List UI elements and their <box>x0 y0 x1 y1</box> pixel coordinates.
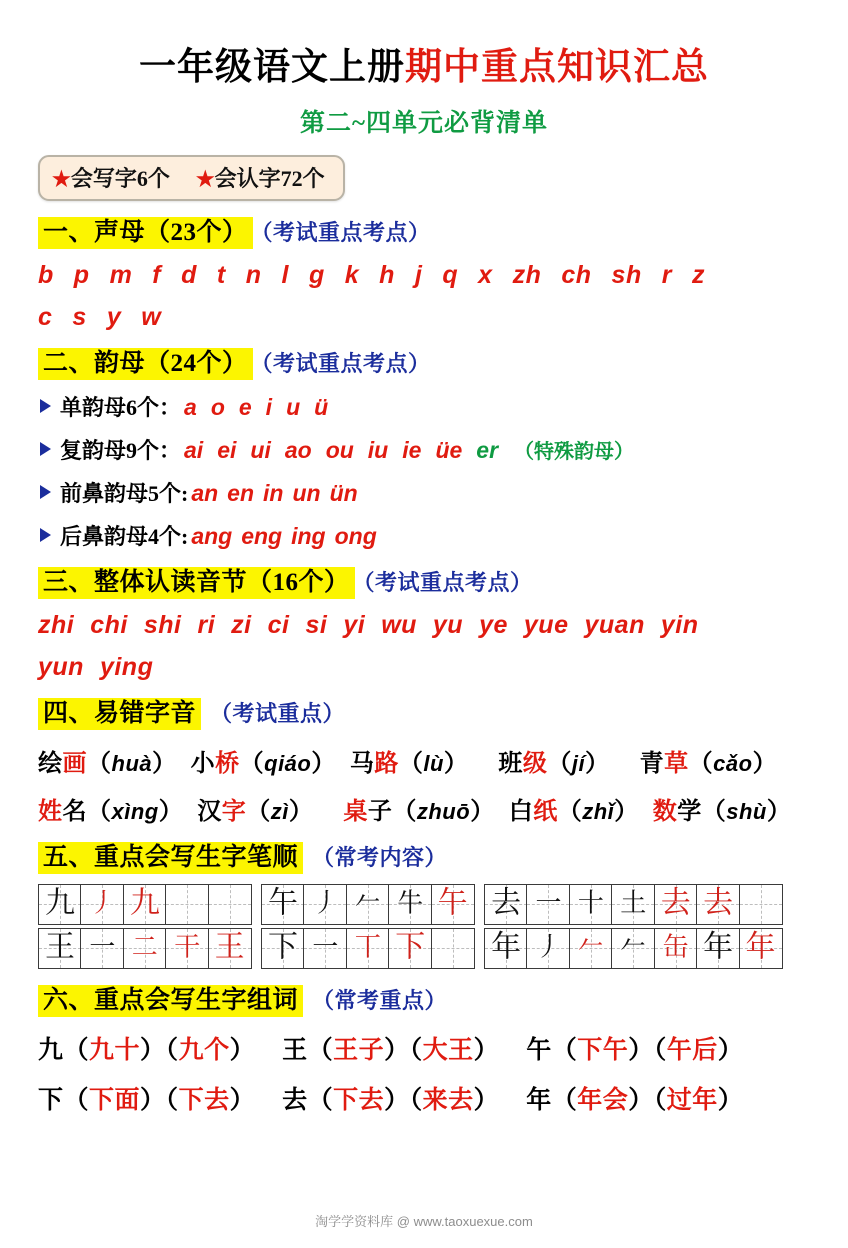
stroke-glyph: 去 <box>703 886 734 920</box>
section-heading-mispronounced <box>38 698 818 729</box>
mispronounced-char: 级 <box>522 750 548 777</box>
star-icon: ★ <box>195 166 215 191</box>
finals-group-list <box>30 391 818 551</box>
pinyin-item: ao <box>284 437 312 464</box>
vocabulary-word: 九个 <box>178 1037 230 1065</box>
stroke-cell <box>208 928 252 969</box>
stroke-glyph: 下 <box>268 930 299 964</box>
stroke-order-group <box>38 884 250 969</box>
section-title-finals: 二、韵母（24个） <box>38 348 253 380</box>
section-title-initials: 一、声母（23个） <box>38 217 253 249</box>
stroke-cell <box>484 884 528 925</box>
mispronounced-char: 桥 <box>215 750 240 777</box>
mispronounced-char: 姓 <box>38 798 63 825</box>
stroke-glyph: 年 <box>491 930 522 964</box>
pinyin-item: g <box>308 260 325 289</box>
pinyin-item: x <box>478 260 493 289</box>
worksheet-page <box>0 48 848 1248</box>
section-note-mispronounced: （考试重点） <box>210 701 346 727</box>
pinyin-item: en <box>227 480 255 507</box>
pinyin-item: iu <box>367 437 389 464</box>
pinyin-item: s <box>72 302 87 331</box>
initials-row-2 <box>38 303 818 332</box>
pinyin-item: zi <box>231 611 252 640</box>
mispronounced-char: 字 <box>221 798 247 825</box>
stroke-cell <box>431 884 475 925</box>
pinyin-item: an <box>191 480 219 507</box>
section-note-initials: （考试重点考点） <box>261 219 431 245</box>
pinyin-annotation: zhuō <box>416 798 471 824</box>
pinyin-item: p <box>73 260 90 289</box>
pinyin-item: ang <box>191 523 233 550</box>
stroke-cell <box>303 884 347 925</box>
vocabulary-char: 九 <box>38 1037 64 1065</box>
pinyin-item: n <box>245 260 262 289</box>
stroke-glyph: 九 <box>45 886 75 920</box>
vocabulary-word: 大王 <box>422 1037 474 1065</box>
mispronounced-word: 马路（lù） <box>349 750 469 777</box>
mispronounced-word: 汉字（zì） <box>197 798 314 825</box>
mispronounced-word: 白纸（zhǐ） <box>508 798 639 825</box>
stroke-glyph: 午 <box>268 886 299 920</box>
pinyin-item: ai <box>184 437 204 464</box>
pinyin-item: h <box>379 260 395 289</box>
mispronounced-word: 小桥（qiáo） <box>190 750 336 777</box>
mispronounced-row <box>38 743 818 778</box>
pinyin-annotation: shù <box>726 798 767 824</box>
pinyin-item: k <box>344 260 360 289</box>
stroke-cell <box>261 884 305 925</box>
footer-watermark: 淘学学资料库 @ www.taoxuexue.com <box>315 1214 533 1229</box>
section-heading-vocabulary <box>38 985 818 1016</box>
stroke-glyph: 年 <box>745 930 776 964</box>
stroke-glyph: 午 <box>437 886 468 920</box>
stroke-cell <box>696 928 740 969</box>
vocabulary-char: 年 <box>526 1087 552 1115</box>
stroke-cell <box>165 928 209 969</box>
section-heading-finals <box>38 348 818 379</box>
stroke-cell <box>38 884 82 925</box>
pinyin-annotation: xìng <box>111 798 159 824</box>
section-note-vocabulary: （常考重点） <box>312 987 448 1013</box>
vocabulary-word: 过年 <box>666 1087 718 1115</box>
stroke-glyph: 丿 <box>535 932 562 962</box>
pinyin-annotation: zì <box>270 798 289 824</box>
stroke-glyph: 𠂉 <box>577 932 604 962</box>
mispronounced-char: 纸 <box>533 798 558 825</box>
stroke-cell <box>346 928 390 969</box>
stroke-glyph: 王 <box>45 930 75 964</box>
section-heading-stroke-order <box>38 842 818 873</box>
pinyin-annotation: lù <box>423 750 444 776</box>
pinyin-annotation: cǎo <box>713 750 753 776</box>
stroke-order-group <box>261 884 473 969</box>
mispronounced-word: 桌子（zhuō） <box>343 798 495 825</box>
pinyin-item: b <box>38 260 54 289</box>
pinyin-annotation: zhǐ <box>582 798 615 824</box>
stroke-order-row-午 <box>261 884 473 925</box>
mispronounced-char: 画 <box>62 750 87 777</box>
title-main-red: 期中重点知识汇总 <box>405 47 709 88</box>
vocabulary-char: 王 <box>282 1037 308 1065</box>
stroke-cell <box>569 928 613 969</box>
finals-group-values <box>184 394 342 421</box>
vocabulary-row <box>38 1030 818 1066</box>
pinyin-item: ou <box>325 437 354 464</box>
stroke-glyph: 年 <box>703 930 734 964</box>
pinyin-item: un <box>292 480 321 507</box>
pinyin-item: in <box>263 480 284 507</box>
section-title-stroke-order: 五、重点会写生字笔顺 <box>38 842 303 874</box>
stroke-cell <box>165 884 209 925</box>
pinyin-item: yu <box>432 611 464 640</box>
finals-group-row <box>40 477 818 508</box>
pinyin-item: zh <box>512 260 542 289</box>
pinyin-item: r <box>661 260 672 289</box>
page-title <box>30 48 818 89</box>
vocabulary-word: 下午 <box>577 1037 629 1065</box>
stroke-glyph: 丿 <box>312 888 339 918</box>
initials-row-1 <box>38 261 818 290</box>
vocabulary-entry: 下（下面）（下去） <box>38 1087 256 1115</box>
pinyin-item: u <box>286 394 301 421</box>
count-badge <box>38 155 345 201</box>
badge-write-label: 会写字6个 <box>70 165 170 191</box>
stroke-glyph: 下 <box>395 930 426 964</box>
pinyin-item: ei <box>217 437 237 464</box>
section-heading-syllables <box>38 567 818 598</box>
pinyin-item: w <box>141 302 162 331</box>
vocabulary-entry: 去（下去）（来去） <box>282 1087 500 1115</box>
pinyin-annotation: huà <box>111 750 153 776</box>
syllables-row-2 <box>38 653 818 682</box>
pinyin-item: wu <box>381 611 417 640</box>
mispronounced-char: 草 <box>664 750 689 777</box>
vocabulary-word: 来去 <box>422 1087 474 1115</box>
pinyin-item: yi <box>343 611 366 640</box>
pinyin-item: ing <box>291 523 326 550</box>
vocabulary-row <box>38 1080 818 1116</box>
stroke-cell <box>526 884 570 925</box>
vocabulary-word: 下去 <box>333 1087 385 1115</box>
syllables-row-1 <box>38 611 818 640</box>
stroke-cell <box>208 884 252 925</box>
stroke-cell <box>123 928 167 969</box>
count-badge-row <box>38 155 818 201</box>
stroke-cell <box>346 884 390 925</box>
mispronounced-word: 绘画（huà） <box>38 750 177 777</box>
finals-group-row <box>40 520 818 551</box>
page-subtitle: 第二~四单元必背清单 <box>299 109 548 137</box>
mispronounced-word: 姓名（xìng） <box>38 798 184 825</box>
pinyin-item: yin <box>660 611 699 640</box>
section-note-syllables: （考试重点考点） <box>363 570 533 596</box>
stroke-cell <box>611 928 655 969</box>
pinyin-item: a <box>184 394 197 421</box>
vocabulary-char: 午 <box>526 1037 552 1065</box>
triangle-bullet-icon <box>40 485 51 499</box>
stroke-cell <box>484 928 528 969</box>
finals-group-label: 复韵母9个： <box>60 438 182 464</box>
pinyin-item: yuan <box>584 611 645 640</box>
pinyin-item: z <box>691 260 705 289</box>
mispronounced-char: 桌 <box>343 798 368 825</box>
stroke-glyph: 𠂉 <box>354 888 381 918</box>
section-title-mispronounced: 四、易错字音 <box>38 698 201 730</box>
finals-special-note: （特殊韵母） <box>514 441 635 464</box>
stroke-cell <box>38 928 82 969</box>
pinyin-item: ie <box>402 437 422 464</box>
finals-group-row <box>40 434 818 465</box>
stroke-glyph: 十 <box>577 888 604 918</box>
mispronounced-word: 数学（shù） <box>652 798 792 825</box>
badge-recognize-label: 会认字72个 <box>214 165 325 191</box>
stroke-glyph: 一 <box>89 932 116 962</box>
vocabulary-entry: 午（下午）（午后） <box>526 1037 744 1065</box>
pinyin-item: shi <box>143 611 182 640</box>
stroke-cell <box>654 884 698 925</box>
pinyin-item: j <box>414 260 423 289</box>
stroke-glyph: 王 <box>214 930 245 964</box>
stroke-cell <box>739 928 783 969</box>
vocabulary-entry: 年（年会）（过年） <box>526 1087 744 1115</box>
stroke-glyph: 牛 <box>397 888 424 918</box>
stroke-glyph: 丅 <box>354 932 381 962</box>
triangle-bullet-icon <box>40 528 51 542</box>
stroke-glyph: 二 <box>131 932 158 962</box>
stroke-cell <box>739 884 783 925</box>
stroke-glyph: 去 <box>491 886 522 920</box>
pinyin-item: c <box>38 302 53 331</box>
pinyin-item: o <box>210 394 225 421</box>
finals-group-label: 前鼻韵母5个: <box>60 481 189 507</box>
pinyin-item: eng <box>241 523 283 550</box>
title-main-black: 一年级语文上册 <box>139 47 405 88</box>
section-heading-initials <box>38 217 818 248</box>
pinyin-item: yun <box>38 653 84 682</box>
pinyin-item: y <box>106 302 122 331</box>
finals-group-label: 单韵母6个： <box>60 395 182 421</box>
pinyin-item: chi <box>90 611 128 640</box>
stroke-order-row-去 <box>484 884 781 925</box>
stroke-glyph: 一 <box>535 888 562 918</box>
pinyin-item: l <box>281 260 289 289</box>
triangle-bullet-icon <box>40 399 51 413</box>
section-note-finals: （考试重点考点） <box>261 350 431 376</box>
stroke-glyph: 一 <box>312 932 339 962</box>
pinyin-item: zhi <box>38 611 75 640</box>
stroke-glyph: 去 <box>660 886 691 920</box>
pinyin-item: si <box>305 611 328 640</box>
stroke-cell <box>431 928 475 969</box>
vocabulary-word: 下面 <box>89 1087 141 1115</box>
stroke-cell <box>526 928 570 969</box>
stroke-cell <box>569 884 613 925</box>
stroke-cell <box>80 928 124 969</box>
pinyin-item: ye <box>479 611 508 640</box>
finals-group-values <box>191 480 366 507</box>
mispronounced-row <box>38 791 818 826</box>
pinyin-item: ong <box>334 523 377 550</box>
stroke-glyph: 九 <box>129 886 160 920</box>
stroke-order-row-王 <box>38 928 250 969</box>
vocabulary-word: 王子 <box>333 1037 385 1065</box>
mispronounced-char: 数 <box>652 798 678 825</box>
pinyin-item: ying <box>99 653 154 682</box>
finals-group-values <box>191 523 385 550</box>
stroke-order-row-九 <box>38 884 250 925</box>
finals-group-label: 后鼻韵母4个: <box>60 524 189 550</box>
vocabulary-char: 去 <box>282 1087 308 1115</box>
vocabulary-char: 下 <box>38 1087 64 1115</box>
vocabulary-entry: 九（九十）（九个） <box>38 1037 256 1065</box>
mispronounced-word: 青草（cǎo） <box>639 750 778 777</box>
triangle-bullet-icon <box>40 442 51 456</box>
finals-group-row <box>40 391 818 422</box>
pinyin-item: m <box>109 260 133 289</box>
pinyin-item: yue <box>523 611 569 640</box>
pinyin-annotation: qiáo <box>264 750 312 776</box>
stroke-cell <box>303 928 347 969</box>
stroke-glyph: 𠂉 <box>620 932 647 962</box>
vocabulary-word: 下去 <box>178 1087 230 1115</box>
pinyin-item-special: er <box>476 437 499 464</box>
pinyin-item: sh <box>611 260 642 289</box>
pinyin-item: ri <box>197 611 216 640</box>
pinyin-item: i <box>265 394 273 421</box>
stroke-cell <box>611 884 655 925</box>
stroke-glyph: 干 <box>174 932 201 962</box>
stroke-cell <box>696 884 740 925</box>
stroke-order-grids <box>38 884 818 969</box>
stroke-glyph: 土 <box>620 888 647 918</box>
stroke-glyph: 缶 <box>662 932 689 962</box>
vocabulary-word: 午后 <box>666 1037 718 1065</box>
pinyin-item: q <box>442 260 459 289</box>
pinyin-item: ü <box>314 394 329 421</box>
stroke-order-group <box>484 884 781 969</box>
section-title-vocabulary: 六、重点会写生字组词 <box>38 985 303 1017</box>
pinyin-item: ch <box>561 260 592 289</box>
vocabulary-entry: 王（王子）（大王） <box>282 1037 500 1065</box>
mispronounced-char: 路 <box>374 750 399 777</box>
stroke-cell <box>80 884 124 925</box>
finals-group-values <box>184 435 634 464</box>
stroke-cell <box>123 884 167 925</box>
pinyin-item: f <box>152 260 162 289</box>
stroke-order-row-年 <box>484 928 781 969</box>
mispronounced-word: 班级（jí） <box>498 750 610 777</box>
pinyin-item: ui <box>250 437 271 464</box>
pinyin-item: ün <box>329 480 358 507</box>
stroke-glyph: 丿 <box>89 888 116 918</box>
pinyin-item: d <box>181 260 197 289</box>
vocabulary-word: 九十 <box>89 1037 141 1065</box>
pinyin-item: e <box>238 394 252 421</box>
vocabulary-word: 年会 <box>577 1087 629 1115</box>
mispronounced-row-list <box>30 743 818 826</box>
stroke-order-row-下 <box>261 928 473 969</box>
stroke-cell <box>388 928 432 969</box>
vocabulary-row-list <box>30 1030 818 1116</box>
stroke-cell <box>261 928 305 969</box>
section-title-syllables: 三、整体认读音节（16个） <box>38 567 355 599</box>
star-icon: ★ <box>52 166 71 191</box>
stroke-cell <box>654 928 698 969</box>
pinyin-item: t <box>216 260 226 289</box>
stroke-cell <box>388 884 432 925</box>
pinyin-item: ci <box>267 611 290 640</box>
section-note-stroke-order: （常考内容） <box>312 844 448 870</box>
pinyin-annotation: jí <box>571 750 586 776</box>
pinyin-item: üe <box>435 437 463 464</box>
